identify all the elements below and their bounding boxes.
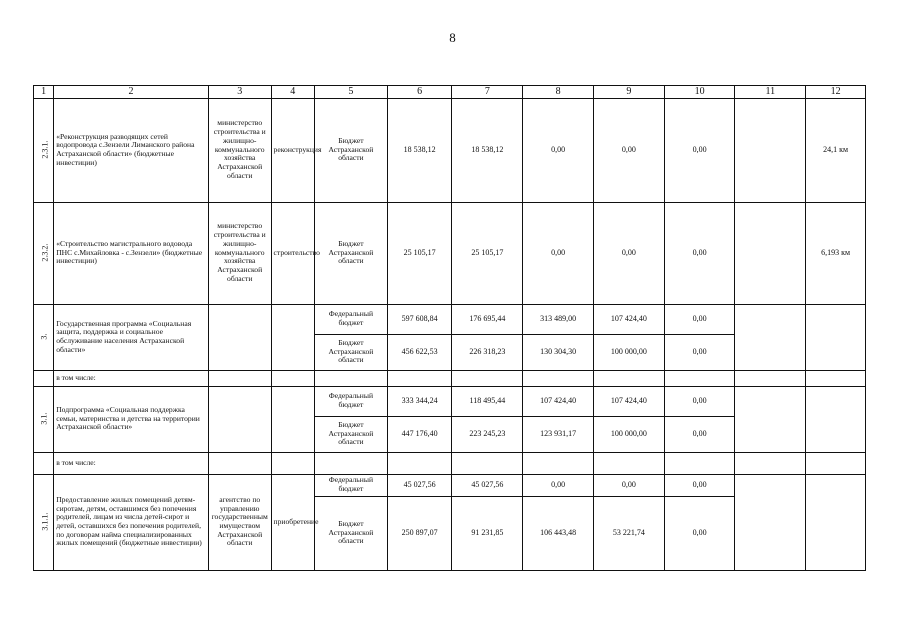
row-name: Государственная программа «Социальная защита, поддержка и социальное обслуживание населения Астраханской области» bbox=[54, 304, 209, 370]
row-source: Бюджет Астраханской области bbox=[315, 98, 388, 202]
row-source: Бюджет Астраханской области bbox=[315, 202, 388, 304]
cell-c11 bbox=[735, 304, 806, 370]
row-type: реконструкция bbox=[271, 98, 314, 202]
subheading: в том числе: bbox=[54, 370, 209, 386]
row-number: 3. bbox=[34, 304, 54, 370]
cell-c8: 0,00 bbox=[523, 202, 594, 304]
header-cell: 5 bbox=[315, 86, 388, 99]
row-executor bbox=[208, 386, 271, 452]
cell-c9: 0,00 bbox=[593, 98, 664, 202]
cell-c9: 0,00 bbox=[593, 202, 664, 304]
row-source: Федеральный бюджет bbox=[315, 304, 388, 334]
cell-c10: 0,00 bbox=[664, 334, 735, 370]
row-source: Федеральный бюджет bbox=[315, 386, 388, 416]
page-number: 8 bbox=[449, 30, 456, 45]
subheading: в том числе: bbox=[54, 452, 209, 474]
cell-c8: 106 443,48 bbox=[523, 496, 594, 570]
row-executor: агентство по управлению государственным имуществом Астраханской области bbox=[208, 474, 271, 570]
cell-c12 bbox=[806, 474, 866, 570]
cell-c12: 24,1 км bbox=[806, 98, 866, 202]
row-name: «Реконструкция разводящих сетей водопровода с.Зензели Лиманского района Астраханской области» (бюджетные инвестиции) bbox=[54, 98, 209, 202]
row-executor: министерство строительства и жилищно-коммунального хозяйства Астраханской области bbox=[208, 202, 271, 304]
table-row bbox=[34, 304, 866, 334]
table-row bbox=[34, 98, 866, 202]
header-cell: 10 bbox=[664, 86, 735, 99]
cell-c9: 107 424,40 bbox=[593, 386, 664, 416]
cell-c9: 53 221,74 bbox=[593, 496, 664, 570]
cell-c6: 456 622,53 bbox=[387, 334, 452, 370]
cell-c7: 45 027,56 bbox=[452, 474, 523, 496]
cell-c11 bbox=[735, 386, 806, 452]
header-cell: 7 bbox=[452, 86, 523, 99]
header-cell: 3 bbox=[208, 86, 271, 99]
cell-c11 bbox=[735, 202, 806, 304]
row-source: Бюджет Астраханской области bbox=[315, 496, 388, 570]
header-cell: 8 bbox=[523, 86, 594, 99]
cell-c11 bbox=[735, 474, 806, 570]
table-row bbox=[34, 452, 866, 474]
cell-c6: 250 897,07 bbox=[387, 496, 452, 570]
cell-c7: 18 538,12 bbox=[452, 98, 523, 202]
cell-c7: 25 105,17 bbox=[452, 202, 523, 304]
table-row bbox=[34, 386, 866, 416]
cell-c8: 0,00 bbox=[523, 98, 594, 202]
header-cell: 9 bbox=[593, 86, 664, 99]
table-row bbox=[34, 202, 866, 304]
cell-c10: 0,00 bbox=[664, 386, 735, 416]
program-table bbox=[33, 85, 866, 571]
cell-c12: 6,193 км bbox=[806, 202, 866, 304]
header-row bbox=[34, 86, 866, 99]
row-name: «Строительство магистрального водовода ПНС с.Михайловка - с.Зензели» (бюджетные инвестиции) bbox=[54, 202, 209, 304]
cell-c10: 0,00 bbox=[664, 474, 735, 496]
cell-c9: 100 000,00 bbox=[593, 334, 664, 370]
row-type bbox=[271, 386, 314, 452]
cell-c6: 25 105,17 bbox=[387, 202, 452, 304]
row-number: 3.1.1. bbox=[34, 474, 54, 570]
table-row bbox=[34, 370, 866, 386]
row-name: Подпрограмма «Социальная поддержка семьи, материнства и детства на территории Астраханской области» bbox=[54, 386, 209, 452]
row-number: 2.3.2. bbox=[34, 202, 54, 304]
cell-c7: 91 231,85 bbox=[452, 496, 523, 570]
row-executor bbox=[208, 304, 271, 370]
row-type bbox=[271, 304, 314, 370]
header-cell: 12 bbox=[806, 86, 866, 99]
cell-c8: 130 304,30 bbox=[523, 334, 594, 370]
cell-c6: 597 608,84 bbox=[387, 304, 452, 334]
header-cell: 1 bbox=[34, 86, 54, 99]
cell-c8: 313 489,00 bbox=[523, 304, 594, 334]
row-number: 3.1. bbox=[34, 386, 54, 452]
row-executor: министерство строительства и жилищно-коммунального хозяйства Астраханской области bbox=[208, 98, 271, 202]
row-number: 2.3.1. bbox=[34, 98, 54, 202]
cell-c10: 0,00 bbox=[664, 416, 735, 452]
row-name: Предоставление жилых помещений детям-сиротам, детям, оставшимся без попечения родителей, лицам из числа детей-сирот и детей, оставшихся без попечения родителей, по договорам найма специализированных жилых помещений (бюджетные инвестиции) bbox=[54, 474, 209, 570]
cell-c9: 0,00 bbox=[593, 474, 664, 496]
cell-c11 bbox=[735, 98, 806, 202]
cell-c7: 176 695,44 bbox=[452, 304, 523, 334]
cell-c7: 226 318,23 bbox=[452, 334, 523, 370]
table-row bbox=[34, 474, 866, 496]
cell-c8: 107 424,40 bbox=[523, 386, 594, 416]
cell-c12 bbox=[806, 304, 866, 370]
row-type: строительство bbox=[271, 202, 314, 304]
cell-c10: 0,00 bbox=[664, 98, 735, 202]
cell-c6: 18 538,12 bbox=[387, 98, 452, 202]
header-cell: 4 bbox=[271, 86, 314, 99]
header-cell: 11 bbox=[735, 86, 806, 99]
cell-c7: 223 245,23 bbox=[452, 416, 523, 452]
cell-c8: 123 931,17 bbox=[523, 416, 594, 452]
cell-c10: 0,00 bbox=[664, 304, 735, 334]
header-cell: 2 bbox=[54, 86, 209, 99]
row-source: Бюджет Астраханской области bbox=[315, 334, 388, 370]
row-type: приобретение bbox=[271, 474, 314, 570]
row-source: Бюджет Астраханской области bbox=[315, 416, 388, 452]
cell-c6: 45 027,56 bbox=[387, 474, 452, 496]
cell-c12 bbox=[806, 386, 866, 452]
cell-c10: 0,00 bbox=[664, 202, 735, 304]
header-cell: 6 bbox=[387, 86, 452, 99]
cell-c8: 0,00 bbox=[523, 474, 594, 496]
cell-c6: 333 344,24 bbox=[387, 386, 452, 416]
cell-c9: 100 000,00 bbox=[593, 416, 664, 452]
cell-c9: 107 424,40 bbox=[593, 304, 664, 334]
cell-c10: 0,00 bbox=[664, 496, 735, 570]
row-source: Федеральный бюджет bbox=[315, 474, 388, 496]
cell-c7: 118 495,44 bbox=[452, 386, 523, 416]
cell-c6: 447 176,40 bbox=[387, 416, 452, 452]
